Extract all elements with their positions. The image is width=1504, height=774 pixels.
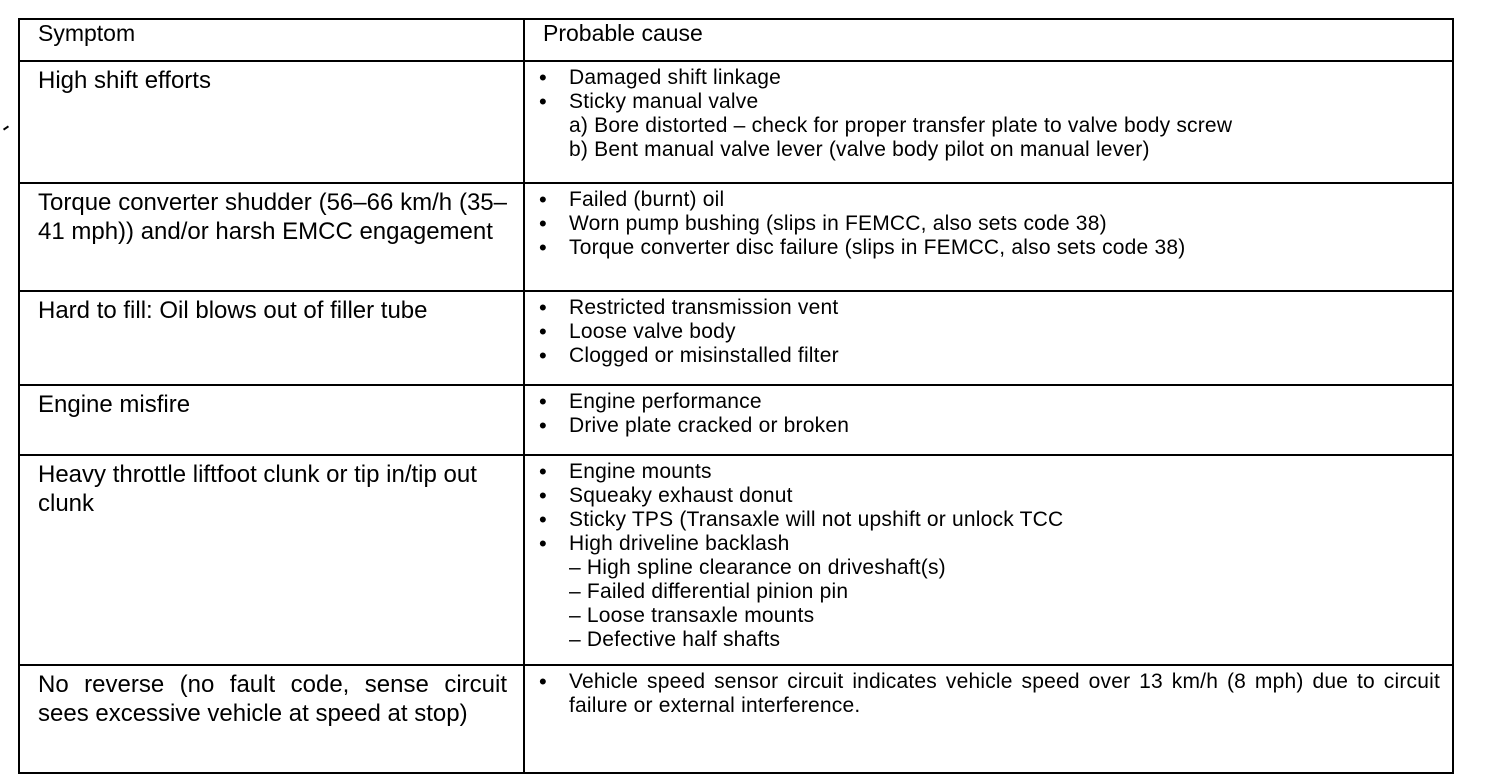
cause-item: • Failed (burnt) oil — [539, 188, 1440, 212]
table-row — [19, 183, 1453, 291]
cause-item: • Sticky manual valve — [539, 90, 1440, 114]
symptom-cell: Hard to fill: Oil blows out of filler tube — [19, 291, 524, 385]
cause-item: • Vehicle speed sensor circuit indicates vehicle speed over 13 km/h (8 mph) due to circuit failure or external interference. — [539, 670, 1440, 718]
cause-item: • Engine mounts — [539, 460, 1440, 484]
symptom-cause-table — [18, 18, 1454, 774]
symptom-cell: High shift efforts — [19, 61, 524, 183]
symptom-cell: Heavy throttle liftfoot clunk or tip in/tip out clunk — [19, 455, 524, 665]
symptom-cell: Engine misfire — [19, 385, 524, 455]
cause-item: • Squeaky exhaust donut — [539, 484, 1440, 508]
cause-item: • Drive plate cracked or broken — [539, 414, 1440, 438]
cause-sub-item: b) Bent manual valve lever (valve body pilot on manual lever) — [569, 138, 1150, 161]
cause-sub-item: – Defective half shafts — [569, 628, 781, 651]
cause-cell — [524, 455, 1453, 665]
cause-sub-item: – Loose transaxle mounts — [569, 604, 815, 627]
table-row — [19, 385, 1453, 455]
cause-item: • Clogged or misinstalled filter — [539, 344, 1440, 368]
cause-item: • Torque converter disc failure (slips in FEMCC, also sets code 38) — [539, 236, 1440, 260]
cause-sub-item: a) Bore distorted – check for proper transfer plate to valve body screw — [569, 114, 1233, 137]
symptom-cell: No reverse (no fault code, sense circuit sees excessive vehicle at speed at stop) — [19, 665, 524, 773]
cause-list — [539, 296, 1440, 368]
cause-sub-item: – Failed differential pinion pin — [569, 580, 849, 603]
cause-list — [539, 188, 1440, 260]
cause-item: • Damaged shift linkage — [539, 66, 1440, 90]
cause-list — [539, 66, 1440, 162]
cause-cell — [524, 61, 1453, 183]
table-row — [19, 455, 1453, 665]
cause-item: • Loose valve body — [539, 320, 1440, 344]
table-row — [19, 665, 1453, 773]
cause-item: • Worn pump bushing (slips in FEMCC, also sets code 38) — [539, 212, 1440, 236]
table-row — [19, 61, 1453, 183]
cause-list — [539, 390, 1440, 438]
header-probable-cause: Probable cause — [524, 19, 1453, 61]
cause-cell — [524, 665, 1453, 773]
table-header-row — [19, 19, 1453, 61]
cause-cell — [524, 291, 1453, 385]
symptom-cell: Torque converter shudder (56–66 km/h (35–41 mph)) and/or harsh EMCC engagement — [19, 183, 524, 291]
table-row — [19, 291, 1453, 385]
cause-item: • Engine performance — [539, 390, 1440, 414]
cause-sub-item: – High spline clearance on driveshaft(s) — [569, 556, 946, 579]
cause-cell — [524, 385, 1453, 455]
header-symptom: Symptom — [19, 19, 524, 61]
cause-item: • High driveline backlash — [539, 532, 1440, 556]
cause-list — [539, 460, 1440, 652]
cause-list — [539, 670, 1440, 718]
margin-tick-mark — [3, 125, 9, 130]
cause-item: • Sticky TPS (Transaxle will not upshift or unlock TCC — [539, 508, 1440, 532]
cause-cell — [524, 183, 1453, 291]
cause-item: • Restricted transmission vent — [539, 296, 1440, 320]
